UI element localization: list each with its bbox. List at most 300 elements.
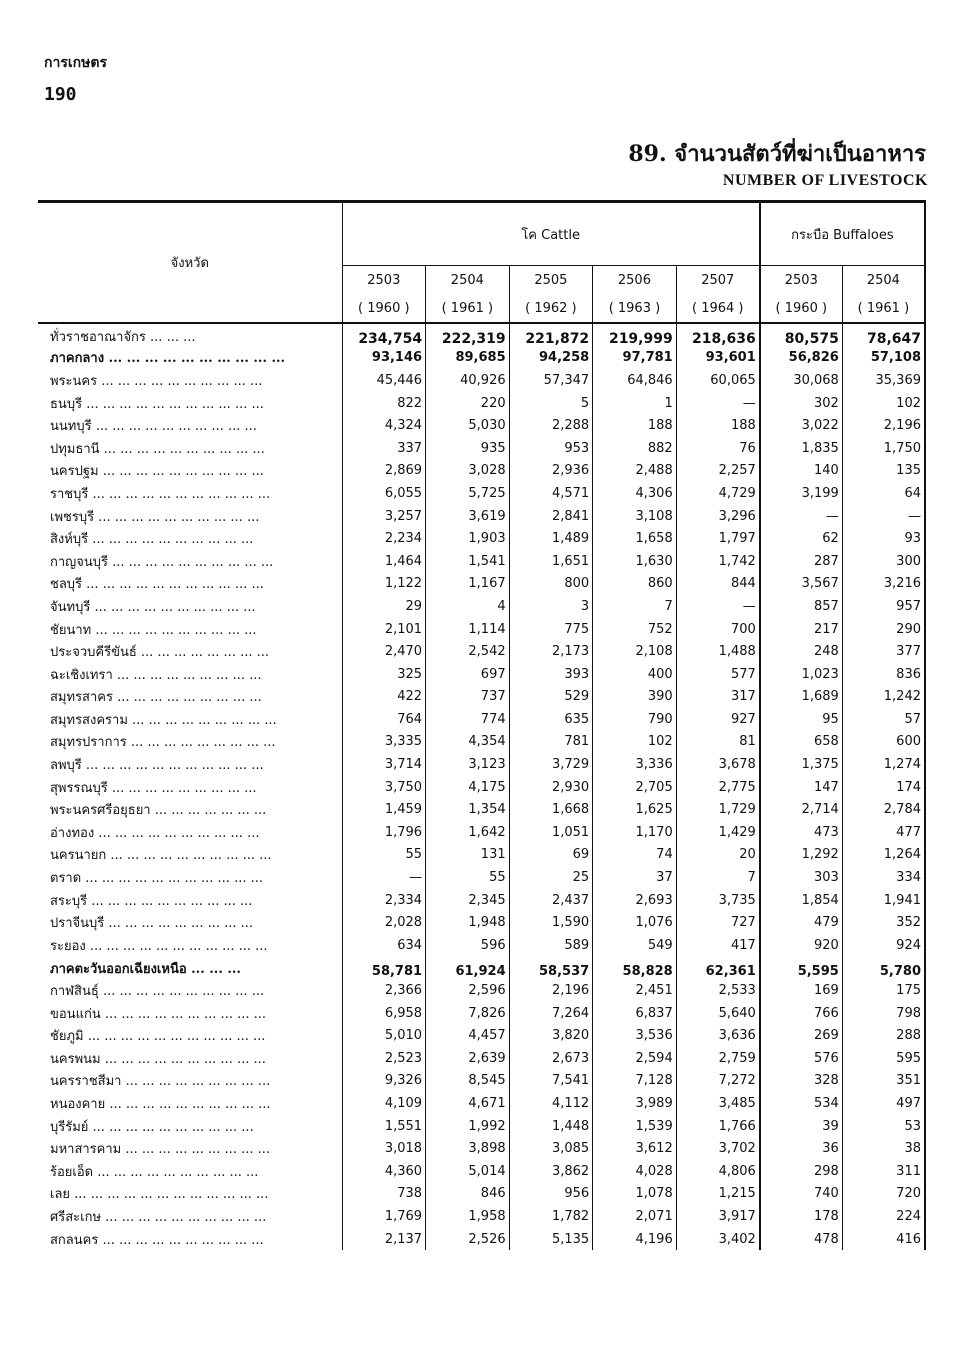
value-cell: 288	[842, 1024, 925, 1047]
value-cell: 1,782	[509, 1205, 593, 1228]
province-name: เลย ... ... ... ... ... ... ... ... ... ... ... ...	[50, 1187, 269, 1203]
value-cell: 38	[842, 1137, 925, 1160]
value-cell: 2,437	[509, 889, 593, 912]
province-name: ประจวบคีรีขันธ์ ... ... ... ... ... ... ... ...	[50, 645, 270, 661]
table-row	[38, 505, 925, 528]
table-row	[38, 1115, 925, 1138]
value-cell: 311	[842, 1160, 925, 1183]
page-number: 190	[44, 84, 77, 105]
value-cell: 5,640	[676, 1002, 760, 1025]
value-cell: 2,288	[509, 414, 593, 437]
value-cell: 5,010	[342, 1024, 426, 1047]
value-cell: 62,361	[676, 957, 760, 980]
value-cell: 4,354	[426, 731, 510, 754]
value-cell: 3,678	[676, 753, 760, 776]
value-cell: 55	[426, 866, 510, 889]
value-cell: 74	[593, 844, 677, 867]
value-cell: 3,335	[342, 731, 426, 754]
value-cell: 3,619	[426, 505, 510, 528]
table-row	[38, 753, 925, 776]
table-row	[38, 798, 925, 821]
value-cell: 2,257	[676, 460, 760, 483]
value-cell: 1,796	[342, 821, 426, 844]
value-cell: 6,055	[342, 482, 426, 505]
value-cell: 1,742	[676, 550, 760, 573]
value-cell: 3,989	[593, 1092, 677, 1115]
value-cell: 57,108	[842, 347, 925, 370]
value-cell: 80,575	[760, 323, 843, 347]
province-name: เพชรบุรี ... ... ... ... ... ... ... ... ... ...	[50, 509, 260, 525]
table-row	[38, 911, 925, 934]
table-row	[38, 414, 925, 437]
value-cell: 1,590	[509, 911, 593, 934]
value-cell: 55	[342, 844, 426, 867]
value-cell: 720	[842, 1183, 925, 1206]
value-cell: 635	[509, 708, 593, 731]
value-cell: 1,750	[842, 437, 925, 460]
table-row	[38, 392, 925, 415]
value-cell: 337	[342, 437, 426, 460]
table-row	[38, 527, 925, 550]
table-row	[38, 1160, 925, 1183]
province-name: จันทบุรี ... ... ... ... ... ... ... ... ... ...	[50, 599, 256, 615]
value-cell: 1,076	[593, 911, 677, 934]
value-cell: 4,028	[593, 1160, 677, 1183]
value-cell: 2,196	[509, 979, 593, 1002]
province-name: สมุทรปราการ ... ... ... ... ... ... ... ... ...	[50, 735, 276, 751]
table-row	[38, 821, 925, 844]
value-cell: 1,729	[676, 798, 760, 821]
value-cell: 58,537	[509, 957, 593, 980]
province-name: ทั่วราชอาณาจักร ... ... ...	[50, 329, 196, 345]
value-cell: 95	[760, 708, 843, 731]
value-cell: 7,541	[509, 1070, 593, 1093]
value-cell: 927	[676, 708, 760, 731]
value-cell: 4,196	[593, 1228, 677, 1251]
value-cell: 64	[842, 482, 925, 505]
value-cell: 1	[593, 392, 677, 415]
year-header: 2503	[342, 266, 426, 295]
value-cell: 1,122	[342, 573, 426, 596]
value-cell: 2,594	[593, 1047, 677, 1070]
year-header: 2506	[593, 266, 677, 295]
value-cell: 20	[676, 844, 760, 867]
value-cell: 3,199	[760, 482, 843, 505]
value-cell: 577	[676, 663, 760, 686]
value-cell: 36	[760, 1137, 843, 1160]
value-cell: 822	[342, 392, 426, 415]
table-title-thai: 89. จำนวนสัตว์ที่ฆ่าเป็นอาหาร	[628, 141, 926, 167]
value-cell: 1,642	[426, 821, 510, 844]
value-cell: 178	[760, 1205, 843, 1228]
value-cell: 25	[509, 866, 593, 889]
table-row	[38, 1024, 925, 1047]
value-cell: —	[342, 866, 426, 889]
value-cell: 477	[842, 821, 925, 844]
value-cell: 1,464	[342, 550, 426, 573]
value-cell: 4,360	[342, 1160, 426, 1183]
value-cell: 781	[509, 731, 593, 754]
value-cell: 1,766	[676, 1115, 760, 1138]
table-row	[38, 934, 925, 957]
value-cell: 188	[676, 414, 760, 437]
value-cell: 300	[842, 550, 925, 573]
value-cell: 4,457	[426, 1024, 510, 1047]
value-cell: 94,258	[509, 347, 593, 370]
value-cell: 1,274	[842, 753, 925, 776]
value-cell: 60,065	[676, 369, 760, 392]
table-row	[38, 347, 925, 370]
value-cell: 417	[676, 934, 760, 957]
value-cell: 7,128	[593, 1070, 677, 1093]
value-cell: 634	[342, 934, 426, 957]
value-cell: 58,781	[342, 957, 426, 980]
value-cell: 1,689	[760, 686, 843, 709]
value-cell: 1,903	[426, 527, 510, 550]
value-cell: 393	[509, 663, 593, 686]
table-title-english: NUMBER OF LIVESTOCK	[722, 172, 928, 189]
value-cell: 5,135	[509, 1228, 593, 1251]
value-cell: 3,702	[676, 1137, 760, 1160]
value-cell: 2,784	[842, 798, 925, 821]
value-cell: 147	[760, 776, 843, 799]
value-cell: 2,196	[842, 414, 925, 437]
table-row	[38, 1205, 925, 1228]
value-cell: 790	[593, 708, 677, 731]
value-cell: 836	[842, 663, 925, 686]
value-cell: 3,729	[509, 753, 593, 776]
value-cell: 69	[509, 844, 593, 867]
table-row	[38, 979, 925, 1002]
province-name: อ่างทอง ... ... ... ... ... ... ... ... ... ...	[50, 825, 260, 841]
value-cell: 752	[593, 618, 677, 641]
year-header: 2504	[426, 266, 510, 295]
value-cell: 798	[842, 1002, 925, 1025]
value-cell: 269	[760, 1024, 843, 1047]
province-name: นครปฐม ... ... ... ... ... ... ... ... ... ...	[50, 464, 264, 480]
value-cell: 2,173	[509, 640, 593, 663]
table-row	[38, 844, 925, 867]
value-cell: 303	[760, 866, 843, 889]
value-cell: 7	[676, 866, 760, 889]
value-cell: 3,085	[509, 1137, 593, 1160]
value-cell: 1,429	[676, 821, 760, 844]
value-cell: 1,551	[342, 1115, 426, 1138]
value-cell: 422	[342, 686, 426, 709]
value-cell: 497	[842, 1092, 925, 1115]
value-cell: 595	[842, 1047, 925, 1070]
province-name: สมุทรสงคราม ... ... ... ... ... ... ... ... ...	[50, 712, 277, 728]
value-cell: 45,446	[342, 369, 426, 392]
value-cell: 3	[509, 595, 593, 618]
value-cell: 700	[676, 618, 760, 641]
value-cell: 1,854	[760, 889, 843, 912]
province-name: ธนบุรี ... ... ... ... ... ... ... ... ... ... ...	[50, 396, 264, 412]
value-cell: 1,539	[593, 1115, 677, 1138]
year-ad-header: ( 1961 )	[842, 294, 925, 323]
value-cell: 102	[842, 392, 925, 415]
value-cell: 2,705	[593, 776, 677, 799]
value-cell: 302	[760, 392, 843, 415]
value-cell: 5,595	[760, 957, 843, 980]
value-cell: 4,324	[342, 414, 426, 437]
table-row	[38, 1070, 925, 1093]
value-cell: 2,693	[593, 889, 677, 912]
value-cell: 224	[842, 1205, 925, 1228]
value-cell: 1,078	[593, 1183, 677, 1206]
value-cell: 658	[760, 731, 843, 754]
value-cell: 3,714	[342, 753, 426, 776]
value-cell: 3,612	[593, 1137, 677, 1160]
value-cell: 3,735	[676, 889, 760, 912]
value-cell: 390	[593, 686, 677, 709]
table-row	[38, 482, 925, 505]
value-cell: 93,601	[676, 347, 760, 370]
value-cell: 8,545	[426, 1070, 510, 1093]
table-row	[38, 573, 925, 596]
province-name: หนองคาย ... ... ... ... ... ... ... ... ... ...	[50, 1096, 271, 1112]
value-cell: 1,948	[426, 911, 510, 934]
province-name: สมุทรสาคร ... ... ... ... ... ... ... ... ...	[50, 690, 262, 706]
value-cell: 727	[676, 911, 760, 934]
cattle-group-header: โค Cattle	[342, 202, 760, 266]
value-cell: 846	[426, 1183, 510, 1206]
province-name: ร้อยเอ็ด ... ... ... ... ... ... ... ... ... ...	[50, 1164, 259, 1180]
table-row	[38, 550, 925, 573]
value-cell: 3,216	[842, 573, 925, 596]
value-cell: 61,924	[426, 957, 510, 980]
value-cell: 3,108	[593, 505, 677, 528]
value-cell: 287	[760, 550, 843, 573]
value-cell: 218,636	[676, 323, 760, 347]
value-cell: —	[760, 505, 843, 528]
value-cell: 102	[593, 731, 677, 754]
value-cell: 290	[842, 618, 925, 641]
value-cell: 4,306	[593, 482, 677, 505]
value-cell: 298	[760, 1160, 843, 1183]
value-cell: 220	[426, 392, 510, 415]
livestock-table	[38, 200, 926, 1250]
value-cell: 2,869	[342, 460, 426, 483]
value-cell: 1,668	[509, 798, 593, 821]
value-cell: 175	[842, 979, 925, 1002]
table-row	[38, 460, 925, 483]
value-cell: 1,051	[509, 821, 593, 844]
table-body	[38, 323, 925, 1250]
value-cell: 1,658	[593, 527, 677, 550]
value-cell: 352	[842, 911, 925, 934]
value-cell: 2,542	[426, 640, 510, 663]
table-row	[38, 731, 925, 754]
value-cell: 2,673	[509, 1047, 593, 1070]
table-row	[38, 595, 925, 618]
value-cell: 534	[760, 1092, 843, 1115]
province-name: พระนคร ... ... ... ... ... ... ... ... ... ...	[50, 373, 263, 389]
province-name: พระนครศรีอยุธยา ... ... ... ... ... ... ...	[50, 803, 267, 819]
value-cell: 1,459	[342, 798, 426, 821]
value-cell: 188	[593, 414, 677, 437]
value-cell: 81	[676, 731, 760, 754]
province-column-header: จังหวัด	[38, 202, 342, 324]
value-cell: 1,242	[842, 686, 925, 709]
year-header: 2507	[676, 266, 760, 295]
value-cell: 1,797	[676, 527, 760, 550]
value-cell: 5,014	[426, 1160, 510, 1183]
province-name: ชัยภูมิ ... ... ... ... ... ... ... ... ... ... ...	[50, 1029, 266, 1045]
table-row	[38, 866, 925, 889]
value-cell: 58,828	[593, 957, 677, 980]
value-cell: 4,671	[426, 1092, 510, 1115]
value-cell: 844	[676, 573, 760, 596]
value-cell: 3,862	[509, 1160, 593, 1183]
value-cell: 1,651	[509, 550, 593, 573]
province-name: สุพรรณบุรี ... ... ... ... ... ... ... ... ...	[50, 780, 257, 796]
value-cell: 1,114	[426, 618, 510, 641]
value-cell: 1,375	[760, 753, 843, 776]
province-name: สกลนคร ... ... ... ... ... ... ... ... ... ...	[50, 1232, 264, 1248]
value-cell: 1,630	[593, 550, 677, 573]
value-cell: 1,167	[426, 573, 510, 596]
table-row	[38, 437, 925, 460]
value-cell: 766	[760, 1002, 843, 1025]
value-cell: 400	[593, 663, 677, 686]
value-cell: 3,898	[426, 1137, 510, 1160]
value-cell: 920	[760, 934, 843, 957]
province-name: นนทบุรี ... ... ... ... ... ... ... ... ... ...	[50, 419, 257, 435]
value-cell: 3,257	[342, 505, 426, 528]
year-ad-header: ( 1960 )	[342, 294, 426, 323]
value-cell: 1,292	[760, 844, 843, 867]
table-row	[38, 1137, 925, 1160]
value-cell: 774	[426, 708, 510, 731]
value-cell: 2,366	[342, 979, 426, 1002]
value-cell: 219,999	[593, 323, 677, 347]
value-cell: 35,369	[842, 369, 925, 392]
value-cell: 4,806	[676, 1160, 760, 1183]
value-cell: 135	[842, 460, 925, 483]
province-name: นครพนม ... ... ... ... ... ... ... ... ... ...	[50, 1051, 266, 1067]
table-row	[38, 1183, 925, 1206]
province-name: สระบุรี ... ... ... ... ... ... ... ... ... ...	[50, 893, 253, 909]
value-cell: 529	[509, 686, 593, 709]
value-cell: 40,926	[426, 369, 510, 392]
value-cell: 3,567	[760, 573, 843, 596]
value-cell: 2,596	[426, 979, 510, 1002]
value-cell: 3,018	[342, 1137, 426, 1160]
table-row	[38, 776, 925, 799]
value-cell: 2,936	[509, 460, 593, 483]
value-cell: 89,685	[426, 347, 510, 370]
value-cell: 3,296	[676, 505, 760, 528]
value-cell: 5,030	[426, 414, 510, 437]
value-cell: 1,488	[676, 640, 760, 663]
value-cell: 1,958	[426, 1205, 510, 1228]
province-name: กาญจนบุรี ... ... ... ... ... ... ... ... ... ...	[50, 554, 274, 570]
value-cell: 53	[842, 1115, 925, 1138]
table-row	[38, 1047, 925, 1070]
table-row	[38, 1092, 925, 1115]
value-cell: 2,101	[342, 618, 426, 641]
value-cell: 882	[593, 437, 677, 460]
year-ad-header: ( 1960 )	[760, 294, 843, 323]
value-cell: 576	[760, 1047, 843, 1070]
value-cell: 97,781	[593, 347, 677, 370]
value-cell: 76	[676, 437, 760, 460]
value-cell: 62	[760, 527, 843, 550]
table-row	[38, 957, 925, 980]
value-cell: 1,835	[760, 437, 843, 460]
value-cell: 222,319	[426, 323, 510, 347]
table-row	[38, 663, 925, 686]
province-name: ภาคตะวันออกเฉียงเหนือ ... ... ...	[50, 962, 241, 978]
province-name: ศรีสะเกษ ... ... ... ... ... ... ... ... ... ...	[50, 1209, 267, 1225]
buffaloes-group-header: กระบือ Buffaloes	[760, 202, 925, 266]
value-cell: 2,841	[509, 505, 593, 528]
value-cell: 328	[760, 1070, 843, 1093]
value-cell: 131	[426, 844, 510, 867]
value-cell: 738	[342, 1183, 426, 1206]
value-cell: 30,068	[760, 369, 843, 392]
table-row	[38, 618, 925, 641]
value-cell: 2,523	[342, 1047, 426, 1070]
value-cell: 174	[842, 776, 925, 799]
value-cell: 3,123	[426, 753, 510, 776]
value-cell: 549	[593, 934, 677, 957]
value-cell: 4,571	[509, 482, 593, 505]
table-row	[38, 369, 925, 392]
value-cell: —	[842, 505, 925, 528]
value-cell: 1,448	[509, 1115, 593, 1138]
table-row	[38, 1002, 925, 1025]
province-name: ปทุมธานี ... ... ... ... ... ... ... ... ... ...	[50, 441, 265, 457]
year-ad-header: ( 1963 )	[593, 294, 677, 323]
value-cell: 953	[509, 437, 593, 460]
value-cell: 2,071	[593, 1205, 677, 1228]
value-cell: 37	[593, 866, 677, 889]
value-cell: 596	[426, 934, 510, 957]
value-cell: 589	[509, 934, 593, 957]
value-cell: 1,489	[509, 527, 593, 550]
value-cell: 93,146	[342, 347, 426, 370]
value-cell: 800	[509, 573, 593, 596]
value-cell: 4,109	[342, 1092, 426, 1115]
value-cell: 3,402	[676, 1228, 760, 1251]
table-row	[38, 640, 925, 663]
value-cell: 7,264	[509, 1002, 593, 1025]
value-cell: 3,028	[426, 460, 510, 483]
value-cell: 1,625	[593, 798, 677, 821]
value-cell: 57	[842, 708, 925, 731]
value-cell: 3,917	[676, 1205, 760, 1228]
value-cell: 234,754	[342, 323, 426, 347]
value-cell: 248	[760, 640, 843, 663]
value-cell: 3,336	[593, 753, 677, 776]
value-cell: 2,759	[676, 1047, 760, 1070]
year-header: 2504	[842, 266, 925, 295]
value-cell: 2,639	[426, 1047, 510, 1070]
value-cell: 737	[426, 686, 510, 709]
value-cell: 860	[593, 573, 677, 596]
value-cell: 78,647	[842, 323, 925, 347]
value-cell: 2,234	[342, 527, 426, 550]
value-cell: 1,354	[426, 798, 510, 821]
value-cell: 697	[426, 663, 510, 686]
value-cell: 3,022	[760, 414, 843, 437]
value-cell: 7	[593, 595, 677, 618]
value-cell: 334	[842, 866, 925, 889]
value-cell: 2,930	[509, 776, 593, 799]
value-cell: 2,345	[426, 889, 510, 912]
